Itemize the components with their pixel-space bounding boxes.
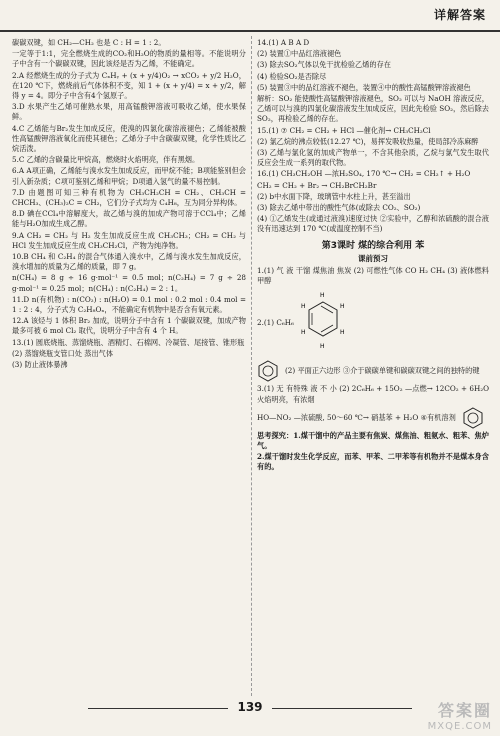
section-item: 3.(1) 无 有特殊 液 不 小 (2) 2C₆H₆ + 15O₂ —点燃→ 12CO₂ + 6H₂O 火焰明亮，有浓烟 [257, 384, 489, 404]
left-para: 3.D 水果产生乙烯可催熟水果，用高锰酸钾溶液可吸收乙烯，使水果保鲜。 [12, 102, 246, 122]
hexagon-row [257, 360, 489, 382]
left-para: 12.A 该烃与 1 体积 Br₂ 加成，说明分子中含有 1 个碳碳双键，加成产物最多可被 6 mol Cl₂ 取代，说明分子中含有 4 个 H。 [12, 316, 246, 336]
benzene-row [257, 288, 489, 358]
right-para: 解析：SO₂ 能使酸性高锰酸钾溶液褪色，SO₂ 可以与 NaOH 溶液反应，乙烯可以与溴的四氯化碳溶液发生加成反应，因此先检验 SO₂，然后除去 SO₂，再检验乙烯的存在。 [257, 94, 489, 124]
header-title: 详解答案 [433, 8, 486, 22]
right-para: (4) ①乙烯发生(或通过液溴)速度过快 ②实验中，乙醇和浓硫酸的混合液没有迅速达到 170 ℃(或温度控制不当) [257, 214, 489, 234]
svg-text:H: H [339, 329, 345, 337]
left-para: n(CH₄) = 8 g ÷ 16 g·mol⁻¹ = 0.5 mol；n(C₂H₄) = 7 g ÷ 28 g·mol⁻¹ = 0.25 mol；n(CH₄) : n(C₂H₄) = 2 : 1。 [12, 273, 246, 293]
watermark-line2: MXQE.COM [427, 721, 492, 732]
right-para: (3) 乙烯与氯化氢的加成产物单一，不含其他杂质，乙烷与氯气发生取代反应会生成一系列的取代物。 [257, 148, 489, 168]
section-item: (2) 平面正六边形 ③介于碳碳单键和碳碳双键之间的独特的键 [285, 366, 480, 376]
right-para: (3) 除去乙烯中带出的酸性气体(或除去 CO₂、SO₂) [257, 203, 421, 213]
left-para: 8.D 碘在CCl₄中溶解度大，故乙烯与溴的加成产物可溶于CCl₄中；乙烯能与H₂O加成生成乙醇。 [12, 209, 246, 229]
left-para: 10.B CH₄ 和 C₂H₄ 的混合气体通入溴水中，乙烯与溴水发生加成反应，溴水增加的质量为乙烯的质量，即 7 g。 [12, 252, 246, 272]
footer-rule-left [88, 708, 228, 709]
column-divider [251, 36, 252, 696]
svg-text:H: H [300, 303, 306, 311]
left-para: 6.A A项正确，乙烯能与溴水发生加成反应，而甲烷不能；B项能鉴别但会引入新杂质；C项可鉴别乙烯和甲烷；D项通入氢气的量不易控制。 [12, 166, 246, 186]
left-para: 4.C 乙烯能与Br₂发生加成反应，使溴的四氯化碳溶液褪色；乙烯能被酸性高锰酸钾溶液氧化而使其褪色；乙烯分子中含碳碳双键，化学性质比乙烷活泼。 [12, 123, 246, 154]
right-column [257, 38, 489, 474]
nitrobenzene-icon [462, 407, 484, 429]
left-para: 碳碳双键，如 CH₂—CH₂ 也是 C : H = 1 : 2。 [12, 38, 166, 47]
section-item: 2.(1) C₆H₆ [257, 318, 294, 328]
right-para: CH₂ = CH₂ + Br₂ → CH₂BrCH₂Br [257, 180, 377, 190]
watermark-logo [428, 698, 492, 732]
left-para: 11.D n(有机物) : n(CO₂) : n(H₂O) = 0.1 mol : 0.2 mol : 0.4 mol = 1 : 2 : 4，分子式为 C₂H₈Oₓ，不能确定有机物中是否含有氧元素。 [12, 294, 246, 315]
page-footer [0, 700, 500, 714]
benzene-ring-icon [257, 360, 279, 382]
nitration-row [257, 407, 489, 429]
svg-text:H: H [300, 329, 306, 337]
right-para: (4) 检验SO₂是否除尽 [257, 71, 327, 81]
left-para: (2) 蒸馏烧瓶支管口处 蒸出气体 [12, 348, 114, 358]
section-title: 第3课时 煤的综合利用 苯 [321, 240, 425, 251]
svg-text:H: H [339, 303, 345, 311]
watermark-line1: 答案圈 [437, 701, 492, 720]
left-para: 2.A 经燃烧生成的分子式为 CₓHᵧ + (x + y/4)O₂ → xCO₂ + y/2 H₂O，在120 ℃下，燃烧前后气体体积不变，知 1 + (x + y/4) = x + y/2，解得 y = 4。即分子中含有4个氢原子。 [12, 70, 246, 101]
left-column [12, 38, 246, 371]
right-para: (3) 除去SO₂气体以免干扰检验乙烯的存在 [257, 60, 391, 70]
left-para: (3) 防止液体暴沸 [12, 360, 68, 370]
left-para: 5.C 乙烯的含碳量比甲烷高，燃烧时火焰明亮，伴有黑烟。 [12, 155, 200, 165]
section-item: 思考探究：1.煤干馏中的产品主要有焦炭、煤焦油、粗氨水、粗苯、焦炉气。 [257, 430, 489, 451]
page-number: 139 [237, 700, 263, 714]
right-para: (2) 装置①中品红溶液褪色 [257, 49, 342, 59]
section-item: HO—NO₂ —浓硫酸, 50～60 ℃→ 硝基苯 + H₂O ④有机溶剂 [257, 412, 456, 422]
section-subtitle: 课前预习 [358, 253, 388, 263]
page-header [0, 0, 500, 32]
right-para: (5) 装置③中的品红溶液不褪色，装置④中的酸性高锰酸钾溶液褪色 [257, 82, 471, 92]
svg-text:H: H [319, 343, 325, 351]
right-para: 15.(1) ⑦ CH₂ = CH₂ + HCl —催化剂→ CH₃CH₂Cl [257, 125, 431, 135]
right-para: 14.(1) A B A D [257, 38, 310, 47]
left-para: 7.D 由题图可知三种有机物为 CH₃CH₂CH = CH₂、CH₃CH = CHCH₃、(CH₃)₂C = CH₂，它们分子式均为 C₄H₈，互为同分异构体。 [12, 187, 246, 208]
left-para: 一定等于1:1，完全燃烧生成的CO₂和H₂O的物质的量相等。不能说明分子中含有一个碳碳双键，因此该烃是否为乙烯，不能确定。 [12, 49, 246, 69]
left-para: 9.A CH₂ = CH₂ 与 H₂ 发生加成反应生成 CH₃CH₃；CH₂ = CH₂ 与 HCl 发生加成反应生成 CH₃CH₂Cl，产物为纯净物。 [12, 230, 246, 250]
footer-rule-right [272, 708, 412, 709]
section-item: 2.煤干馏时发生化学反应，而苯、甲苯、二甲苯等有机物并不是煤本身含有的。 [257, 452, 489, 472]
section-item: 1.(1) 气 液 干馏 煤焦油 焦炭 (2) 可燃性气体 CO H₂ CH₄ (3) 液体燃料 甲醇 [257, 266, 489, 286]
svg-text:H: H [319, 292, 325, 300]
benzene-structure-icon [300, 288, 346, 358]
right-para: (2) 氯乙烷的沸点较低(12.27 ℃)，易挥发吸收热量，使局部冷冻麻醉 [257, 136, 479, 146]
left-para: 13.(1) 圆底烧瓶、蒸馏烧瓶、酒精灯、石棉网、冷凝管、尾接管、锥形瓶 [12, 337, 245, 347]
right-para: (2) b中水面下降，玻璃管中水柱上升，甚至溢出 [257, 191, 411, 201]
right-para: 16.(1) CH₃CH₂OH —浓H₂SO₄, 170 ℃→ CH₂ = CH₂↑ + H₂O [257, 169, 471, 179]
